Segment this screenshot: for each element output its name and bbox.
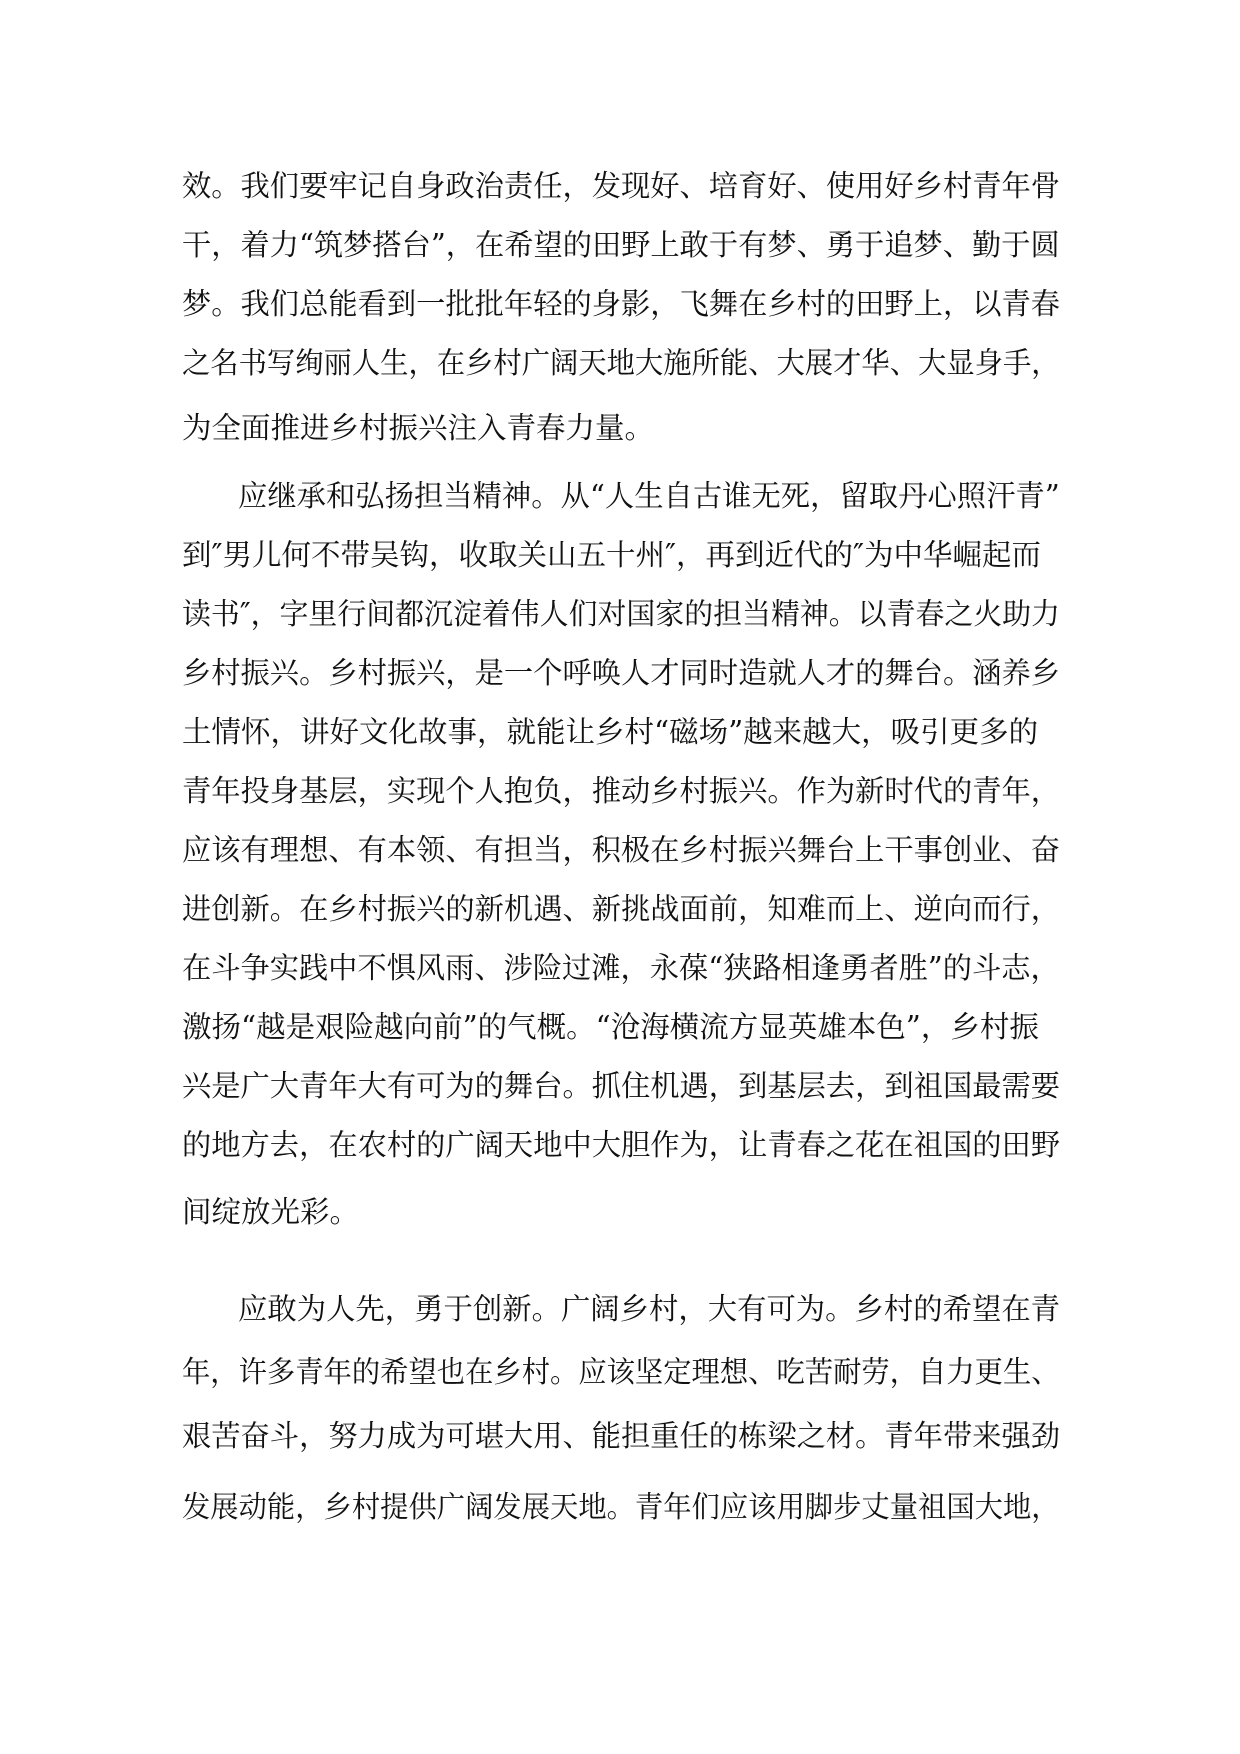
paragraph-2-line-6: 青年投身基层，实现个人抱负，推动乡村振兴。作为新时代的青年， (182, 774, 1061, 808)
paragraph-2-line-2: 到″男儿何不带吴钩，收取关山五十州″，再到近代的″为中华崛起而 (182, 538, 1042, 572)
paragraph-2-line-11: 兴是广大青年大有可为的舞台。抓住机遇，到基层去，到祖国最需要 (182, 1069, 1061, 1103)
paragraph-1-line-1: 效。我们要牢记自身政治责任，发现好、培育好、使用好乡村青年骨 (182, 169, 1061, 203)
paragraph-2-line-5: 土情怀，讲好文化故事，就能让乡村“磁场”越来越大，吸引更多的 (182, 715, 1039, 749)
paragraph-2-line-9: 在斗争实践中不惧风雨、涉险过滩，永葆“狭路相逢勇者胜”的斗志， (182, 951, 1060, 985)
paragraph-1-line-4: 之名书写绚丽人生，在乡村广阔天地大施所能、大展才华、大显身手， (182, 346, 1060, 380)
paragraph-3-line-2: 年，许多青年的希望也在乡村。应该坚定理想、吃苦耐劳，自力更生、 (182, 1355, 1060, 1389)
paragraph-3-line-1: 应敢为人先，勇于创新。广阔乡村，大有可为。乡村的希望在青 (238, 1292, 1061, 1326)
paragraph-2-line-13: 间绽放光彩。 (182, 1195, 360, 1229)
paragraph-2-line-7: 应该有理想、有本领、有担当，积极在乡村振兴舞台上干事创业、奋 (182, 833, 1061, 867)
paragraph-2-line-10: 激扬“越是艰险越向前”的气概。“沧海横流方显英雄本色”，乡村振 (182, 1010, 1039, 1044)
paragraph-2-line-3: 读书″，字里行间都沉淀着伟人们对国家的担当精神。以青春之火助力 (182, 597, 1061, 631)
paragraph-2-line-4: 乡村振兴。乡村振兴，是一个呼唤人才同时造就人才的舞台。涵养乡 (182, 656, 1061, 690)
paragraph-2-line-1: 应继承和弘扬担当精神。从“人生自古谁无死，留取丹心照汗青” (238, 479, 1060, 513)
paragraph-2-line-12: 的地方去，在农村的广阔天地中大胆作为，让青春之花在祖国的田野 (182, 1128, 1061, 1162)
paragraph-1-line-3: 梦。我们总能看到一批批年轻的身影，飞舞在乡村的田野上，以青春 (182, 287, 1061, 321)
paragraph-2-line-8: 进创新。在乡村振兴的新机遇、新挑战面前，知难而上、逆向而行， (182, 892, 1061, 926)
paragraph-3-line-3: 艰苦奋斗，努力成为可堪大用、能担重任的栋梁之材。青年带来强劲 (182, 1419, 1061, 1453)
paragraph-1-line-2: 干，着力“筑梦搭台”，在希望的田野上敢于有梦、勇于追梦、勤于圆 (182, 228, 1060, 262)
paragraph-1-line-5: 为全面推进乡村振兴注入青春力量。 (182, 411, 655, 445)
paragraph-3-line-4: 发展动能，乡村提供广阔发展天地。青年们应该用脚步丈量祖国大地， (182, 1490, 1060, 1524)
